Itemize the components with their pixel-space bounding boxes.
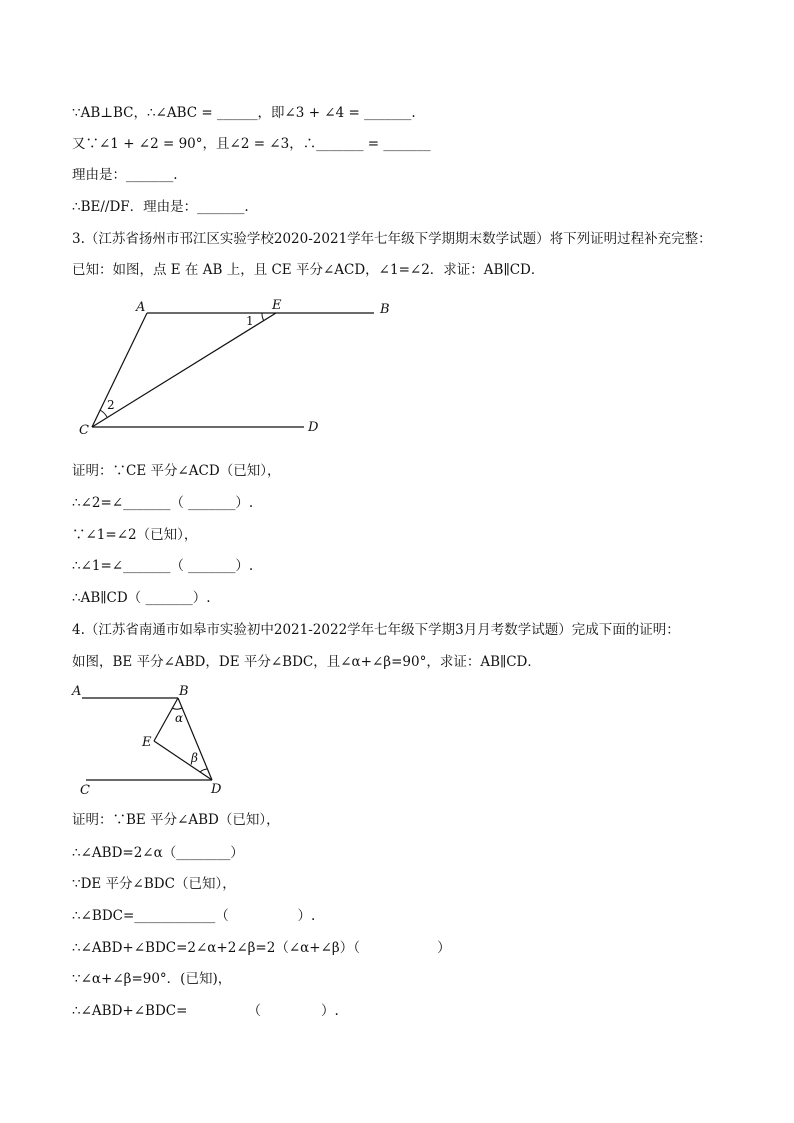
label-c: C [79, 423, 89, 438]
proof-3-line-5: ∴AB∥CD（ _______）. [72, 590, 211, 606]
text-line-4: ∴BE//DF．理由是：_______. [72, 199, 249, 215]
label-e: E [272, 298, 282, 313]
angle-1-arc [262, 313, 264, 321]
question-3-header: 3.（江苏省扬州市邗江区实验学校2020-2021学年七年级下学期期末数学试题）将下列证明过程补充完整： [72, 231, 712, 247]
proof-4-line-7: ∴∠ABD+∠BDC= （ ）. [72, 1003, 339, 1019]
proof-3-line-1: 证明：∵CE 平分∠ACD（已知）， [72, 463, 281, 479]
proof-3-line-3: ∵∠1=∠2（已知）， [72, 527, 198, 543]
label-b: B [179, 684, 189, 699]
angle-2-label: 2 [107, 398, 115, 412]
text-line-3: 理由是：_______. [72, 167, 178, 183]
label-d: D [308, 420, 319, 435]
proof-3-line-2: ∴∠2=∠_______（ _______）. [72, 495, 254, 511]
label-e: E [142, 735, 152, 750]
proof-4-line-5: ∴∠ABD+∠BDC=2∠α+2∠β=2（∠α+∠β）（ ） [72, 940, 451, 956]
label-a: A [136, 300, 146, 315]
angle-alpha-arc [172, 708, 182, 709]
proof-4-line-4: ∴∠BDC=____________（ ）. [72, 908, 316, 924]
label-c: C [80, 783, 90, 798]
question-3-given: 已知：如图，点 E 在 AB 上，且 CE 平分∠ACD，∠1=∠2．求证：AB∥CD． [72, 262, 545, 278]
text-line-1: ∵AB⊥BC，∴∠ABC = ______，即∠3 + ∠4 = _______. [72, 105, 416, 121]
angle-beta-label: β [191, 751, 198, 765]
proof-4-line-6: ∵∠α+∠β=90°．(已知)， [72, 971, 232, 987]
label-b: B [380, 302, 390, 317]
figure-1-geometry [76, 296, 406, 438]
text-line-2: 又∵∠1 + ∠2 = 90°，且∠2 = ∠3，∴_______ = _______ [72, 136, 431, 152]
proof-4-line-1: 证明：∵BE 平分∠ABD（已知）， [72, 812, 280, 828]
question-4-given: 如图，BE 平分∠ABD，DE 平分∠BDC，且∠α+∠β=90°，求证：AB∥CD． [72, 654, 541, 670]
proof-3-line-4: ∴∠1=∠_______（ _______）. [72, 558, 254, 574]
question-4-header: 4.（江苏省南通市如皋市实验初中2021-2022学年七年级下学期3月月考数学试题）完成下面的证明： [72, 622, 680, 638]
label-a: A [72, 684, 82, 699]
figure-2-geometry [66, 680, 236, 802]
angle-1-label: 1 [246, 314, 254, 328]
proof-4-line-2: ∴∠ABD=2∠α（________） [72, 845, 244, 861]
proof-4-line-3: ∵DE 平分∠BDC（已知）， [72, 876, 236, 892]
label-d: D [211, 782, 222, 797]
angle-beta-arc [200, 769, 207, 772]
angle-alpha-label: α [175, 711, 184, 725]
angle-2-arc [100, 410, 107, 417]
